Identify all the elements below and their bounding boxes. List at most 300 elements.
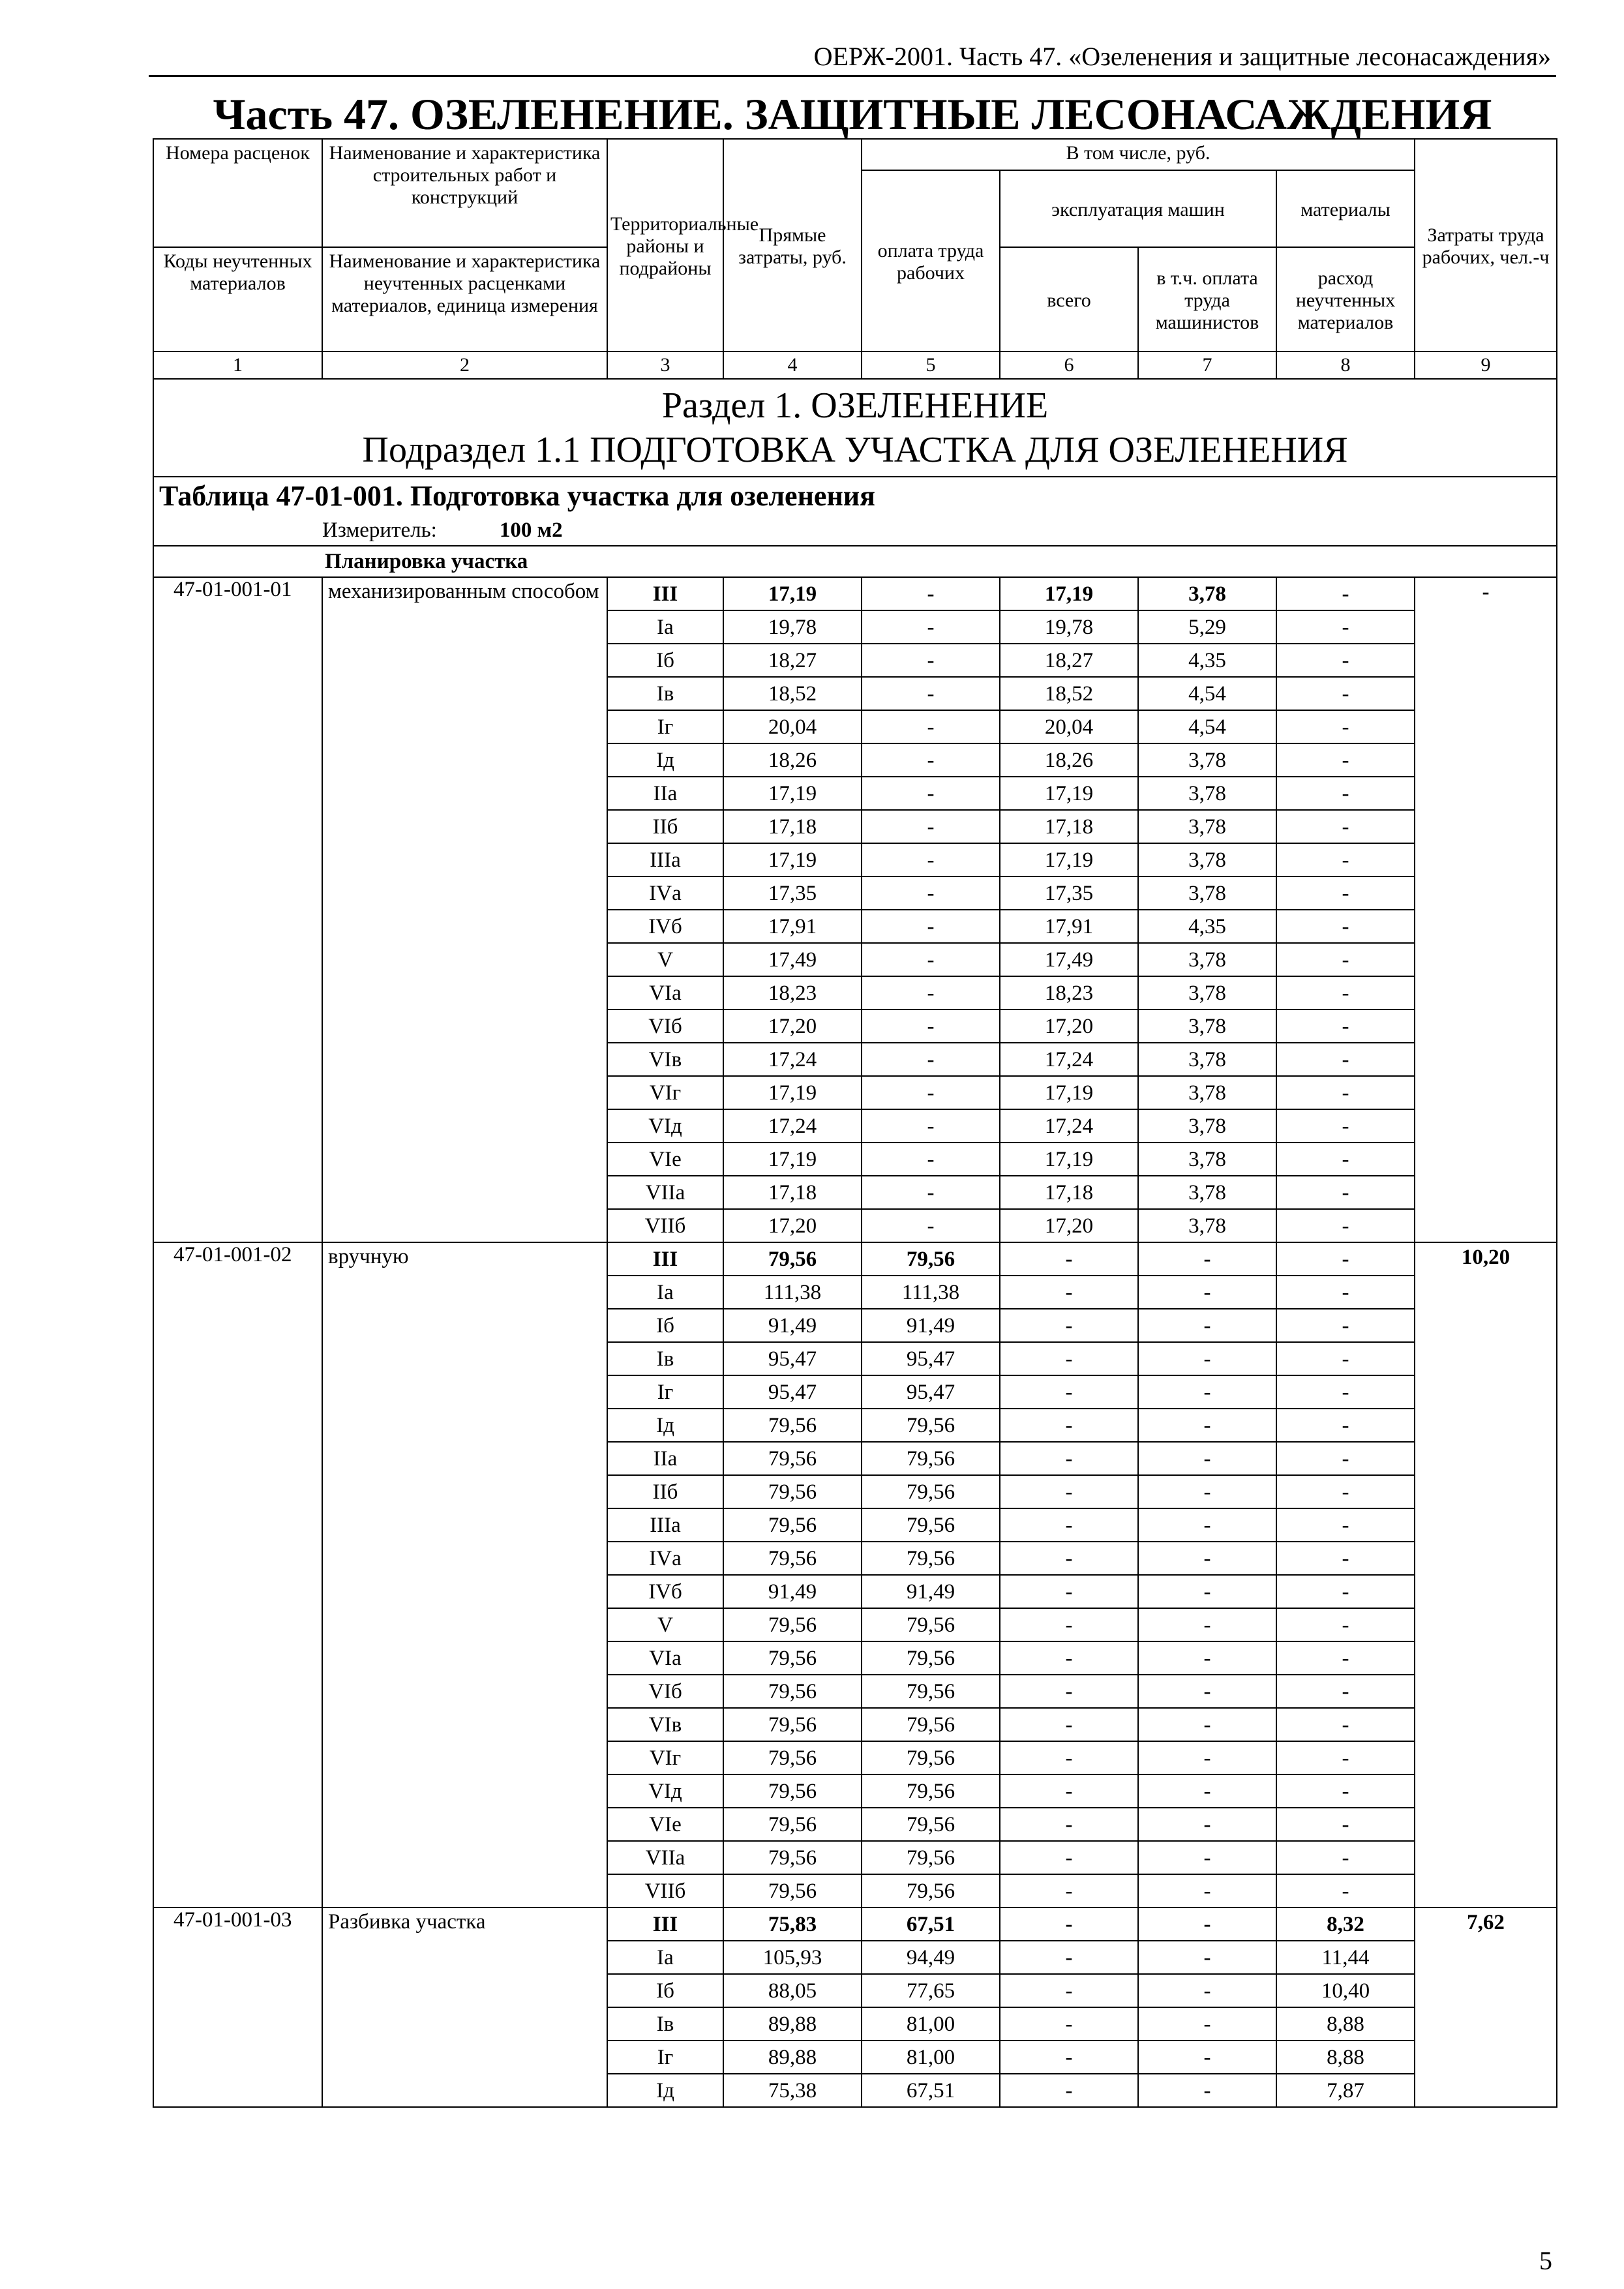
machines-total: - — [1000, 1941, 1138, 1974]
direct-cost: 95,47 — [723, 1342, 862, 1375]
materials-value: - — [1276, 677, 1415, 710]
territory-district: VIв — [607, 1043, 723, 1076]
territory-district: VIIб — [607, 1209, 723, 1242]
materials-value: - — [1276, 1043, 1415, 1076]
machines-total: - — [1000, 2041, 1138, 2074]
machinist-wages: 3,78 — [1138, 577, 1276, 610]
materials-value: 11,44 — [1276, 1941, 1415, 1974]
machines-total: 17,18 — [1000, 1176, 1138, 1209]
machines-total: - — [1000, 1774, 1138, 1808]
materials-value: - — [1276, 1242, 1415, 1276]
direct-cost: 17,35 — [723, 876, 862, 910]
worker-wages: 91,49 — [862, 1575, 1000, 1608]
col2-bottom-header: Наименование и характеристика неучтенных расценками материалов, единица измерения — [322, 247, 607, 352]
worker-wages: - — [862, 843, 1000, 876]
worker-wages: - — [862, 1076, 1000, 1109]
worker-wages: - — [862, 943, 1000, 976]
materials-value: - — [1276, 1475, 1415, 1508]
territory-district: VIд — [607, 1109, 723, 1143]
territory-district: III — [607, 577, 723, 610]
direct-cost: 17,19 — [723, 1076, 862, 1109]
direct-cost: 79,56 — [723, 1741, 862, 1774]
direct-cost: 79,56 — [723, 1774, 862, 1808]
territory-district: VIIа — [607, 1176, 723, 1209]
direct-cost: 79,56 — [723, 1442, 862, 1475]
machines-total: - — [1000, 1375, 1138, 1409]
col3-header: Территориальные районы и подрайоны — [607, 139, 723, 352]
machinist-wages: - — [1138, 2007, 1276, 2041]
machinist-wages: - — [1138, 1575, 1276, 1608]
machines-total: - — [1000, 1641, 1138, 1675]
worker-wages: - — [862, 777, 1000, 810]
worker-wages: - — [862, 976, 1000, 1010]
worker-wages: 111,38 — [862, 1276, 1000, 1309]
page-number: 5 — [1539, 2246, 1552, 2275]
worker-wages: 79,56 — [862, 1874, 1000, 1908]
machinist-wages: 3,78 — [1138, 1209, 1276, 1242]
machines-total: 17,91 — [1000, 910, 1138, 943]
machines-header: эксплуатация машин — [1000, 170, 1276, 247]
machinist-wages: - — [1138, 1675, 1276, 1708]
machines-total: - — [1000, 2074, 1138, 2107]
materials-value: - — [1276, 1076, 1415, 1109]
worker-wages: 79,56 — [862, 1475, 1000, 1508]
territory-district: Iб — [607, 1309, 723, 1342]
machines-total: - — [1000, 1908, 1138, 1941]
machines-total: 17,49 — [1000, 943, 1138, 976]
territory-district: IIа — [607, 1442, 723, 1475]
territory-district: Iг — [607, 1375, 723, 1409]
worker-wages: 94,49 — [862, 1941, 1000, 1974]
rate-code: 47-01-001-03 — [153, 1908, 322, 2107]
worker-wages: - — [862, 1043, 1000, 1076]
direct-cost: 17,49 — [723, 943, 862, 976]
machinist-wages: - — [1138, 1475, 1276, 1508]
territory-district: Iв — [607, 2007, 723, 2041]
territory-district: VIа — [607, 976, 723, 1010]
section-title: Раздел 1. ОЗЕЛЕНЕНИЕ — [661, 385, 1049, 426]
materials-value: - — [1276, 577, 1415, 610]
territory-district: VIIа — [607, 1841, 723, 1874]
materials-value: - — [1276, 1309, 1415, 1342]
direct-cost: 17,19 — [723, 777, 862, 810]
col9-header: Затраты труда рабочих, чел.-ч — [1415, 139, 1557, 352]
machinist-wages: 4,35 — [1138, 644, 1276, 677]
rate-code: 47-01-001-01 — [153, 577, 322, 1242]
machinist-wages: 3,78 — [1138, 1176, 1276, 1209]
machines-total: 18,27 — [1000, 644, 1138, 677]
machinist-wages: - — [1138, 1741, 1276, 1774]
machines-total: - — [1000, 1542, 1138, 1575]
col-number: 4 — [723, 352, 862, 379]
territory-district: V — [607, 1608, 723, 1641]
materials-value: - — [1276, 1375, 1415, 1409]
machines-total: 18,52 — [1000, 677, 1138, 710]
direct-cost: 17,19 — [723, 843, 862, 876]
territory-district: IVа — [607, 876, 723, 910]
territory-district: Iб — [607, 1974, 723, 2007]
territory-district: Iд — [607, 743, 723, 777]
worker-wages: 79,56 — [862, 1808, 1000, 1841]
worker-wages: 95,47 — [862, 1342, 1000, 1375]
machines-total: - — [1000, 1808, 1138, 1841]
territory-district: Iг — [607, 710, 723, 743]
direct-cost: 20,04 — [723, 710, 862, 743]
machines-total: - — [1000, 1242, 1138, 1276]
materials-value: - — [1276, 1342, 1415, 1375]
territory-district: VIе — [607, 1808, 723, 1841]
worker-wages: 81,00 — [862, 2041, 1000, 2074]
col5-header: оплата труда рабочих — [862, 170, 1000, 352]
machinist-wages: - — [1138, 1375, 1276, 1409]
measure-row — [153, 515, 1557, 546]
machinist-wages: - — [1138, 1342, 1276, 1375]
worker-wages: - — [862, 810, 1000, 843]
machinist-wages: - — [1138, 1908, 1276, 1941]
machines-total: - — [1000, 1442, 1138, 1475]
direct-cost: 79,56 — [723, 1874, 862, 1908]
machines-total: 17,24 — [1000, 1109, 1138, 1143]
machinist-wages: - — [1138, 1608, 1276, 1641]
direct-cost: 79,56 — [723, 1841, 862, 1874]
territory-district: Iв — [607, 677, 723, 710]
direct-cost: 79,56 — [723, 1542, 862, 1575]
territory-district: IIIа — [607, 843, 723, 876]
direct-cost: 105,93 — [723, 1941, 862, 1974]
page-title: Часть 47. ОЗЕЛЕНЕНИЕ. ЗАЩИТНЫЕ ЛЕСОНАСАЖДЕНИЯ — [213, 89, 1492, 139]
materials-value: - — [1276, 976, 1415, 1010]
territory-district: Iг — [607, 2041, 723, 2074]
machines-total: 17,19 — [1000, 777, 1138, 810]
territory-district: Iб — [607, 644, 723, 677]
materials-value: 10,40 — [1276, 1974, 1415, 2007]
machinist-wages: - — [1138, 1276, 1276, 1309]
worker-wages: 79,56 — [862, 1774, 1000, 1808]
machinist-wages: 3,78 — [1138, 1043, 1276, 1076]
machines-total: - — [1000, 1708, 1138, 1741]
machines-total: - — [1000, 1475, 1138, 1508]
territory-district: VIа — [607, 1641, 723, 1675]
territory-district: Iд — [607, 1409, 723, 1442]
machinist-wages: - — [1138, 1442, 1276, 1475]
territory-district: Iа — [607, 610, 723, 644]
machinist-wages: 3,78 — [1138, 843, 1276, 876]
machinist-wages: 4,54 — [1138, 710, 1276, 743]
territory-district: Iв — [607, 1342, 723, 1375]
machinist-wages: 3,78 — [1138, 1010, 1276, 1043]
direct-cost: 18,26 — [723, 743, 862, 777]
territory-district: VIб — [607, 1675, 723, 1708]
direct-cost: 18,52 — [723, 677, 862, 710]
worker-wages: 67,51 — [862, 1908, 1000, 1941]
worker-wages: - — [862, 910, 1000, 943]
machines-total: 17,20 — [1000, 1209, 1138, 1242]
machinist-wages: - — [1138, 1508, 1276, 1542]
materials-value: 8,88 — [1276, 2007, 1415, 2041]
machines-total: - — [1000, 1675, 1138, 1708]
direct-cost: 79,56 — [723, 1708, 862, 1741]
worker-wages: 79,56 — [862, 1242, 1000, 1276]
materials-value: - — [1276, 1708, 1415, 1741]
col-number: 1 — [153, 352, 322, 379]
territory-district: III — [607, 1908, 723, 1941]
materials-value: - — [1276, 1176, 1415, 1209]
machinist-wages: - — [1138, 1941, 1276, 1974]
direct-cost: 17,18 — [723, 810, 862, 843]
direct-cost: 79,56 — [723, 1808, 862, 1841]
direct-cost: 79,56 — [723, 1508, 862, 1542]
machinist-wages: - — [1138, 1242, 1276, 1276]
worker-wages: - — [862, 577, 1000, 610]
territory-district: IIIа — [607, 1508, 723, 1542]
materials-value: - — [1276, 710, 1415, 743]
machines-total: - — [1000, 1841, 1138, 1874]
worker-wages: 95,47 — [862, 1375, 1000, 1409]
machines-total: 17,20 — [1000, 1010, 1138, 1043]
materials-value: - — [1276, 1010, 1415, 1043]
materials-value: - — [1276, 1442, 1415, 1475]
direct-cost: 17,20 — [723, 1010, 862, 1043]
table-row — [153, 1908, 1557, 1941]
direct-cost: 17,20 — [723, 1209, 862, 1242]
incl-header: В том числе, руб. — [862, 139, 1415, 170]
section-heading — [153, 379, 1557, 477]
materials-value: 8,32 — [1276, 1908, 1415, 1941]
col-number: 7 — [1138, 352, 1276, 379]
direct-cost: 75,83 — [723, 1908, 862, 1941]
running-header: ОЕРЖ-2001. Часть 47. «Озеленения и защитные лесонасаждения» — [813, 42, 1551, 71]
materials-value: - — [1276, 1276, 1415, 1309]
worker-wages: 79,56 — [862, 1608, 1000, 1641]
materials-header: материалы — [1276, 170, 1415, 247]
territory-district: IVа — [607, 1542, 723, 1575]
machinist-wages: 3,78 — [1138, 810, 1276, 843]
rate-code: 47-01-001-02 — [153, 1242, 322, 1908]
territory-district: VIе — [607, 1143, 723, 1176]
worker-wages: - — [862, 644, 1000, 677]
materials-value: - — [1276, 777, 1415, 810]
materials-value: - — [1276, 1608, 1415, 1641]
col1-bottom-header: Коды неучтенных материалов — [153, 247, 322, 352]
measure-value: 100 м2 — [499, 518, 563, 542]
materials-value: - — [1276, 1508, 1415, 1542]
machinist-wages: - — [1138, 1641, 1276, 1675]
territory-district: VIв — [607, 1708, 723, 1741]
machines-total: - — [1000, 1974, 1138, 2007]
work-name: вручную — [322, 1242, 607, 1908]
territory-district: IIб — [607, 1475, 723, 1508]
territory-district: IVб — [607, 1575, 723, 1608]
machinist-wages: 4,54 — [1138, 677, 1276, 710]
materials-value: - — [1276, 610, 1415, 644]
materials-value: - — [1276, 1109, 1415, 1143]
machinist-wages: - — [1138, 2074, 1276, 2107]
machines-total: 18,26 — [1000, 743, 1138, 777]
worker-wages: - — [862, 677, 1000, 710]
machines-total: 19,78 — [1000, 610, 1138, 644]
machinist-wages: - — [1138, 1841, 1276, 1874]
work-name: механизированным способом — [322, 577, 607, 1242]
direct-cost: 91,49 — [723, 1575, 862, 1608]
labor-cost: - — [1415, 577, 1557, 1242]
territory-district: Iд — [607, 2074, 723, 2107]
direct-cost: 17,91 — [723, 910, 862, 943]
territory-district: VIг — [607, 1076, 723, 1109]
measure-label: Измеритель: — [322, 518, 437, 542]
territory-district: IIа — [607, 777, 723, 810]
col-number: 2 — [322, 352, 607, 379]
direct-cost: 17,24 — [723, 1043, 862, 1076]
direct-cost: 17,19 — [723, 1143, 862, 1176]
direct-cost: 79,56 — [723, 1641, 862, 1675]
worker-wages: - — [862, 1109, 1000, 1143]
col1-top-header: Номера расценок — [153, 139, 322, 247]
rates-table — [153, 138, 1557, 2108]
worker-wages: 79,56 — [862, 1442, 1000, 1475]
col-number: 5 — [862, 352, 1000, 379]
worker-wages: 79,56 — [862, 1409, 1000, 1442]
machines-total: - — [1000, 1741, 1138, 1774]
direct-cost: 17,19 — [723, 577, 862, 610]
materials-value: - — [1276, 876, 1415, 910]
materials-value: - — [1276, 1774, 1415, 1808]
machines-total: - — [1000, 1309, 1138, 1342]
machines-total: - — [1000, 2007, 1138, 2041]
col-number: 9 — [1415, 352, 1557, 379]
territory-district: IVб — [607, 910, 723, 943]
machinist-wages: 3,78 — [1138, 1109, 1276, 1143]
direct-cost: 79,56 — [723, 1608, 862, 1641]
worker-wages: 91,49 — [862, 1309, 1000, 1342]
materials-value: - — [1276, 1841, 1415, 1874]
territory-district: V — [607, 943, 723, 976]
machinist-wages: 3,78 — [1138, 876, 1276, 910]
territory-district: VIб — [607, 1010, 723, 1043]
machinist-wages: - — [1138, 1708, 1276, 1741]
col2-top-header: Наименование и характеристика строительных работ и конструкций — [322, 139, 607, 247]
worker-wages: 77,65 — [862, 1974, 1000, 2007]
territory-district: VIIб — [607, 1874, 723, 1908]
direct-cost: 79,56 — [723, 1475, 862, 1508]
direct-cost: 19,78 — [723, 610, 862, 644]
machines-total: - — [1000, 1342, 1138, 1375]
machines-total: 17,35 — [1000, 876, 1138, 910]
territory-district: IIб — [607, 810, 723, 843]
materials-value: - — [1276, 644, 1415, 677]
worker-wages: 79,56 — [862, 1708, 1000, 1741]
table-row — [153, 1242, 1557, 1276]
machinist-wages: 3,78 — [1138, 943, 1276, 976]
worker-wages: - — [862, 1010, 1000, 1043]
worker-wages: - — [862, 710, 1000, 743]
worker-wages: - — [862, 1209, 1000, 1242]
worker-wages: - — [862, 743, 1000, 777]
worker-wages: 79,56 — [862, 1508, 1000, 1542]
machinist-wages: - — [1138, 2041, 1276, 2074]
machines-total: 17,18 — [1000, 810, 1138, 843]
table-title: Таблица 47-01-001. Подготовка участка для озеленения — [153, 477, 1557, 515]
worker-wages: 79,56 — [862, 1675, 1000, 1708]
materials-value: - — [1276, 1143, 1415, 1176]
materials-value: - — [1276, 1641, 1415, 1675]
machinist-wages: 3,78 — [1138, 1076, 1276, 1109]
labor-cost: 10,20 — [1415, 1242, 1557, 1908]
worker-wages: - — [862, 1143, 1000, 1176]
machinist-wages: - — [1138, 1808, 1276, 1841]
direct-cost: 75,38 — [723, 2074, 862, 2107]
direct-cost: 17,18 — [723, 1176, 862, 1209]
machines-total: 17,19 — [1000, 843, 1138, 876]
machines-total: 20,04 — [1000, 710, 1138, 743]
worker-wages: 79,56 — [862, 1841, 1000, 1874]
materials-value: - — [1276, 743, 1415, 777]
subheading: Планировка участка — [153, 546, 1557, 577]
machinist-wages: - — [1138, 1542, 1276, 1575]
worker-wages: - — [862, 610, 1000, 644]
materials-value: - — [1276, 1874, 1415, 1908]
materials-value: - — [1276, 1209, 1415, 1242]
direct-cost: 111,38 — [723, 1276, 862, 1309]
worker-wages: 79,56 — [862, 1741, 1000, 1774]
machines-total: 17,19 — [1000, 1143, 1138, 1176]
direct-cost: 18,23 — [723, 976, 862, 1010]
machinist-wages: 3,78 — [1138, 777, 1276, 810]
subsection-title: Подраздел 1.1 ПОДГОТОВКА УЧАСТКА ДЛЯ ОЗЕЛЕНЕНИЯ — [362, 430, 1348, 470]
materials-value: - — [1276, 943, 1415, 976]
machines-total: 17,19 — [1000, 1076, 1138, 1109]
header-rule — [149, 75, 1556, 77]
materials-value: - — [1276, 1542, 1415, 1575]
col7-header: в т.ч. оплата труда машинистов — [1138, 247, 1276, 352]
machinist-wages: 5,29 — [1138, 610, 1276, 644]
machinist-wages: 3,78 — [1138, 743, 1276, 777]
worker-wages: 67,51 — [862, 2074, 1000, 2107]
materials-value: - — [1276, 1741, 1415, 1774]
materials-value: - — [1276, 1808, 1415, 1841]
machinist-wages: - — [1138, 1974, 1276, 2007]
materials-value: 7,87 — [1276, 2074, 1415, 2107]
worker-wages: 79,56 — [862, 1542, 1000, 1575]
direct-cost: 89,88 — [723, 2007, 862, 2041]
direct-cost: 91,49 — [723, 1309, 862, 1342]
direct-cost: 79,56 — [723, 1675, 862, 1708]
col-number: 8 — [1276, 352, 1415, 379]
machines-total: - — [1000, 1575, 1138, 1608]
machines-total: - — [1000, 1508, 1138, 1542]
work-name: Разбивка участка — [322, 1908, 607, 2107]
col-number: 6 — [1000, 352, 1138, 379]
materials-value: - — [1276, 810, 1415, 843]
col8-header: расход неучтенных материалов — [1276, 247, 1415, 352]
machines-total: 17,24 — [1000, 1043, 1138, 1076]
machinist-wages: 4,35 — [1138, 910, 1276, 943]
machinist-wages: - — [1138, 1774, 1276, 1808]
direct-cost: 88,05 — [723, 1974, 862, 2007]
col-number: 3 — [607, 352, 723, 379]
labor-cost: 7,62 — [1415, 1908, 1557, 2107]
col6-header: всего — [1000, 247, 1138, 352]
territory-district: III — [607, 1242, 723, 1276]
territory-district: VIд — [607, 1774, 723, 1808]
machinist-wages: - — [1138, 1409, 1276, 1442]
direct-cost: 79,56 — [723, 1242, 862, 1276]
direct-cost: 79,56 — [723, 1409, 862, 1442]
direct-cost: 89,88 — [723, 2041, 862, 2074]
worker-wages: - — [862, 1176, 1000, 1209]
machines-total: - — [1000, 1608, 1138, 1641]
col4-header: Прямые затраты, руб. — [723, 139, 862, 352]
territory-district: VIг — [607, 1741, 723, 1774]
